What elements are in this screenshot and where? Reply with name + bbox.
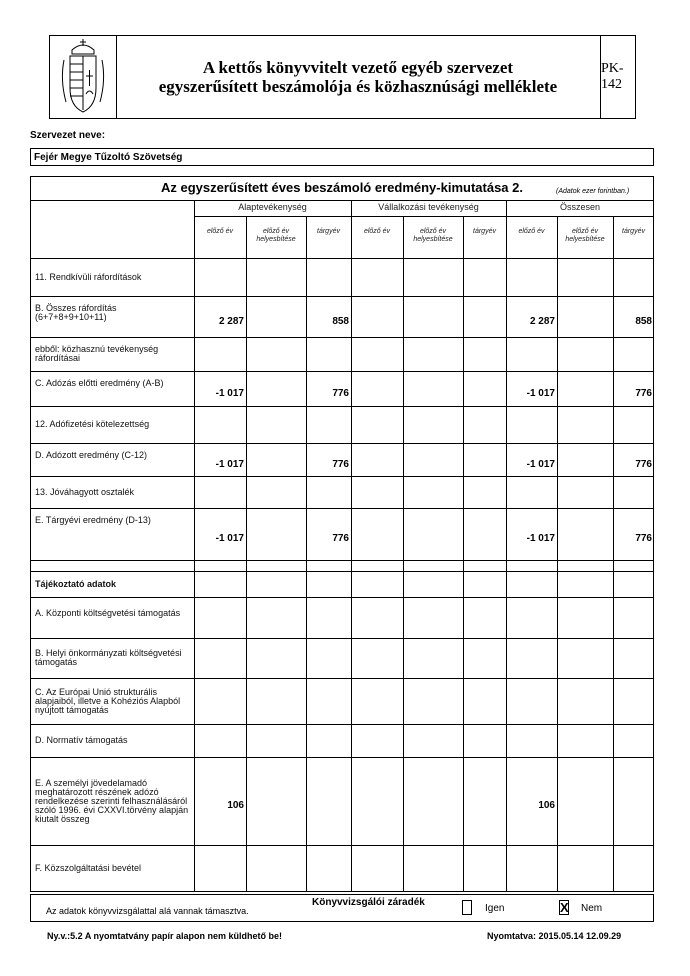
table-cell: -1 017	[215, 388, 244, 399]
row-label: E. A személyi jövedelamadó meghatározott részének adózó rendelkezése szerinti felhasználásáról szóló 1996. évi CXXVI.törvény alapján kiutalt összeg	[35, 777, 189, 824]
grid-line	[30, 571, 654, 572]
grid-line	[506, 200, 507, 891]
table-cell: -1 017	[526, 459, 555, 470]
grid-line	[30, 508, 654, 509]
table-cell: 776	[635, 459, 652, 470]
row-label: D. Adózott eredmény (C-12)	[35, 450, 148, 460]
grid-line	[30, 200, 654, 201]
grid-line	[30, 724, 654, 725]
units-note: (Adatok ezer forintban.)	[556, 188, 630, 195]
grid-line	[194, 216, 654, 217]
table-cell: -1 017	[215, 533, 244, 544]
subcolumn-header: előző év	[363, 228, 391, 235]
audit-no-checkbox[interactable]: X	[560, 900, 569, 915]
organization-name-field: Fejér Megye Tűzoltó Szövetség	[30, 148, 654, 166]
row-label: E. Tárgyévi eredmény (D-13)	[35, 515, 151, 525]
grid-line	[30, 258, 654, 259]
table-cell: 776	[332, 388, 349, 399]
grid-line	[557, 216, 558, 891]
print-timestamp: Nyomtatva: 2015.05.14 12.09.29	[487, 931, 622, 941]
grid-line	[30, 845, 654, 846]
table-cell: 2 287	[218, 316, 244, 327]
subcolumn-header: tárgyév	[473, 228, 496, 235]
grid-line	[30, 678, 654, 679]
table-cell: 2 287	[529, 316, 555, 327]
grid-line	[30, 337, 654, 338]
group-header-total: Összesen	[559, 202, 601, 212]
subcolumn-header: tárgyév	[622, 228, 645, 235]
report-title: Az egyszerűsített éves beszámoló eredmény-kimutatása 2.	[161, 180, 523, 195]
form-title-line1: A kettős könyvvitelt vezető egyéb szervezet	[202, 58, 514, 77]
table-cell: 776	[332, 459, 349, 470]
row-label: F. Közszolgáltatási bevétel	[35, 862, 142, 873]
audit-yes-label: Igen	[485, 903, 505, 914]
subcolumn-header: előző év	[518, 228, 545, 235]
organization-label: Szervezet neve:	[30, 130, 106, 141]
table-cell: 776	[635, 388, 652, 399]
row-label: A. Központi költségvetési támogatás	[35, 607, 181, 618]
form-header	[49, 35, 636, 119]
audit-yes-checkbox[interactable]	[462, 900, 472, 915]
form-code: PK-142	[601, 61, 624, 92]
form-title-line2: egyszerűsített beszámolója és közhasznúsági melléklete	[158, 77, 558, 96]
row-label: 11. Rendkívüli ráfordítások	[35, 271, 142, 282]
table-cell: 106	[227, 800, 244, 811]
table-cell: 858	[332, 316, 349, 327]
grid-line	[30, 443, 654, 444]
row-label: Tájékoztató adatok	[35, 578, 117, 589]
grid-line	[30, 406, 654, 407]
audit-clause-title: Könyvvizsgálói záradék	[312, 897, 425, 908]
row-label: B. Helyi önkormányzati költségvetési támogatás	[35, 648, 182, 667]
grid-line	[30, 757, 654, 758]
table-cell: 858	[635, 316, 652, 327]
grid-line	[30, 560, 654, 561]
form-title	[116, 36, 601, 118]
audit-clause-text: Az adatok könyvvizsgálattal alá vannak támasztva.	[46, 906, 249, 916]
subcolumn-header: előző év	[206, 228, 234, 235]
grid-line	[403, 216, 404, 891]
table-cell: 776	[332, 533, 349, 544]
group-header-basic-activity: Alaptevékenység	[238, 202, 307, 212]
grid-line	[463, 216, 464, 891]
table-cell: -1 017	[215, 459, 244, 470]
table-cell: -1 017	[526, 533, 555, 544]
row-label: C. Adózás előtti eredmény (A-B)	[35, 378, 164, 388]
coat-of-arms-logo	[50, 36, 117, 118]
grid-line	[194, 200, 195, 891]
row-label: 13. Jóváhagyott osztalék	[35, 486, 135, 497]
table-cell: 776	[635, 533, 652, 544]
grid-line	[30, 296, 654, 297]
subcolumn-header: előző év helyesbítése	[565, 228, 605, 243]
grid-line	[351, 200, 352, 891]
row-label: D. Normatív támogatás	[35, 735, 128, 745]
grid-line	[30, 638, 654, 639]
audit-no-label: Nem	[581, 903, 603, 914]
submission-note: Ny.v.:5.2 A nyomtatvány papír alapon nem küldhető be!	[47, 931, 283, 941]
grid-line	[30, 476, 654, 477]
subcolumn-header: előző év helyesbítése	[256, 228, 296, 243]
grid-line	[30, 371, 654, 372]
grid-line	[30, 597, 654, 598]
table-cell: -1 017	[526, 388, 555, 399]
table-cell: 106	[538, 800, 555, 811]
grid-line	[246, 216, 247, 891]
row-label: B. Összes ráfordítás (6+7+8+9+10+11)	[35, 303, 117, 322]
row-label: ebből: közhasznú tevékenység ráfordításai	[35, 344, 159, 363]
subcolumn-header: tárgyév	[317, 228, 340, 235]
subcolumn-header: előző év helyesbítése	[413, 228, 453, 243]
row-label: 12. Adófizetési kötelezettség	[35, 419, 150, 429]
group-header-business-activity: Vállalkozási tevékenység	[378, 202, 479, 212]
row-label: C. Az Európai Unió strukturális alapjaiból, illetve a Kohéziós Alapból nyújtott támogatás	[35, 686, 181, 715]
